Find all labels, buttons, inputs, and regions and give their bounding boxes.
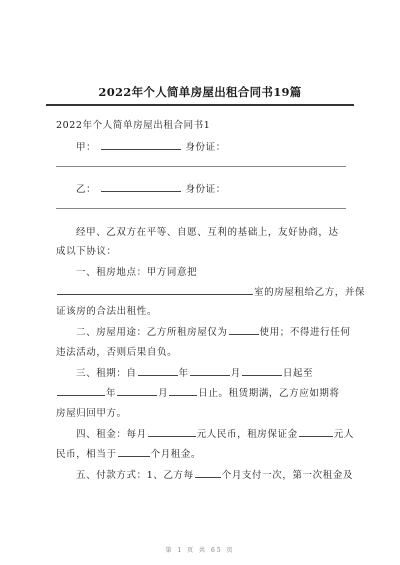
end-year-blank: [57, 385, 105, 396]
clause-2-line-1: [76, 324, 350, 338]
clause-4-line-2-prefix: 民币，相当于: [56, 449, 117, 460]
clause-2-line-2: 违法活动，否则后果自负。: [56, 347, 178, 358]
usage-blank: [229, 324, 259, 335]
party-b-line: [76, 181, 226, 195]
start-day-label: 日起至: [282, 368, 314, 379]
clause-4-suffix: 元人: [333, 429, 354, 440]
end-day-blank: [169, 385, 197, 396]
clause-3-line-3: 房屋归回甲方。: [56, 408, 127, 419]
clause-5-suffix: 个月支付一次，第一次租金及: [221, 470, 354, 481]
title-underline: [46, 104, 354, 106]
start-day-blank: [242, 365, 282, 376]
document-title: 2022年个人简单房屋出租合同书19篇: [98, 85, 302, 99]
end-year-label: 年: [106, 388, 117, 399]
clause-3-line-2: [56, 385, 340, 399]
party-a-label: 甲：: [76, 142, 97, 153]
party-b-name-blank: [101, 181, 181, 192]
deposit-blank: [299, 426, 333, 437]
party-a-id-label: 身份证：: [185, 142, 226, 153]
monthly-rent-blank: [148, 426, 196, 437]
clause-3-line-2-text: 日止。租赁期满，乙方应如期将: [198, 388, 340, 399]
clause-2-prefix: 二、房屋用途：乙方所租房屋仅为: [76, 327, 228, 338]
end-month-blank: [117, 385, 157, 396]
clause-4-prefix: 四、租金：每月: [76, 429, 147, 440]
party-a-name-blank: [101, 139, 181, 150]
clause-1-line-2: [56, 284, 365, 298]
intro-line-2: 成以下协议：: [56, 246, 117, 257]
clause-1-line-1: 一、租房地点：甲方同意把: [76, 267, 198, 278]
clause-1-line-2-text: 室的房屋租给乙方，并保: [254, 287, 366, 298]
party-b-label: 乙：: [76, 184, 97, 195]
start-month-label: 月: [230, 368, 241, 379]
party-b-id-line: [56, 208, 346, 209]
clause-4-line-1: [76, 426, 354, 440]
contract-subtitle: 2022年个人简单房屋出租合同书1: [56, 120, 211, 131]
page-footer: 第 1 页 共 65 页: [165, 547, 235, 554]
clause-3-prefix: 三、租期：自: [76, 368, 137, 379]
clause-5-line-1: [76, 467, 353, 481]
deposit-months-blank: [118, 446, 150, 457]
clause-3-line-1: [76, 365, 313, 379]
end-month-label: 月: [158, 388, 169, 399]
clause-4-line-2: [56, 446, 201, 460]
clause-4-mid: 元人民币，租房保证金: [196, 429, 298, 440]
clause-5-prefix: 五、付款方式：1、乙方每: [76, 470, 194, 481]
party-b-id-label: 身份证：: [185, 184, 226, 195]
clause-2-suffix: 使用；不得进行任何: [259, 327, 351, 338]
start-month-blank: [190, 365, 230, 376]
clause-1-line-3: 证该房的合法出租性。: [56, 306, 158, 317]
payment-period-blank: [195, 467, 221, 478]
start-year-label: 年: [178, 368, 189, 379]
intro-line-1: 经甲、乙双方在平等、自愿、互利的基础上，友好协商，达: [76, 227, 339, 238]
address-blank: [57, 284, 253, 295]
clause-4-line-2-suffix: 个月租金。: [150, 449, 202, 460]
party-a-line: [76, 139, 226, 153]
start-year-blank: [138, 365, 178, 376]
party-a-id-line: [56, 166, 346, 167]
